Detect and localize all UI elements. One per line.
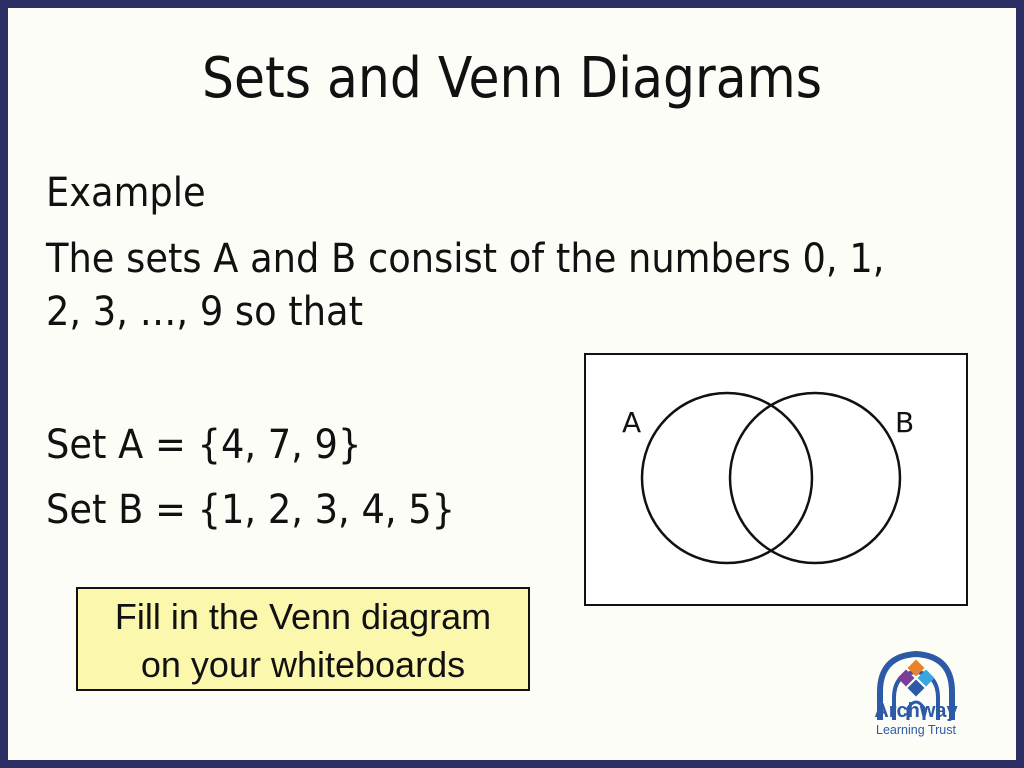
set-a-definition: Set A = {4, 7, 9} (46, 422, 362, 468)
label-a: A (622, 406, 642, 439)
description-line-1: The sets A and B consist of the numbers 0, 1, (46, 236, 885, 282)
callout-line-2: on your whiteboards (140, 644, 466, 685)
circle-b (730, 393, 900, 563)
circle-a (642, 393, 812, 563)
logo-name: Archway (874, 700, 958, 722)
instruction-callout (76, 587, 530, 691)
callout-line-1: Fill in the Venn diagram (114, 596, 492, 637)
example-label: Example (46, 170, 206, 216)
venn-svg (586, 355, 970, 608)
slide-title: Sets and Venn Diagrams (201, 46, 823, 111)
venn-diagram (584, 353, 968, 606)
description-line-2: 2, 3, …, 9 so that (46, 289, 364, 335)
set-b-definition: Set B = {1, 2, 3, 4, 5} (46, 487, 456, 533)
slide (8, 8, 1016, 760)
label-b: B (895, 406, 915, 439)
logo-subtitle: Learning Trust (876, 723, 956, 737)
